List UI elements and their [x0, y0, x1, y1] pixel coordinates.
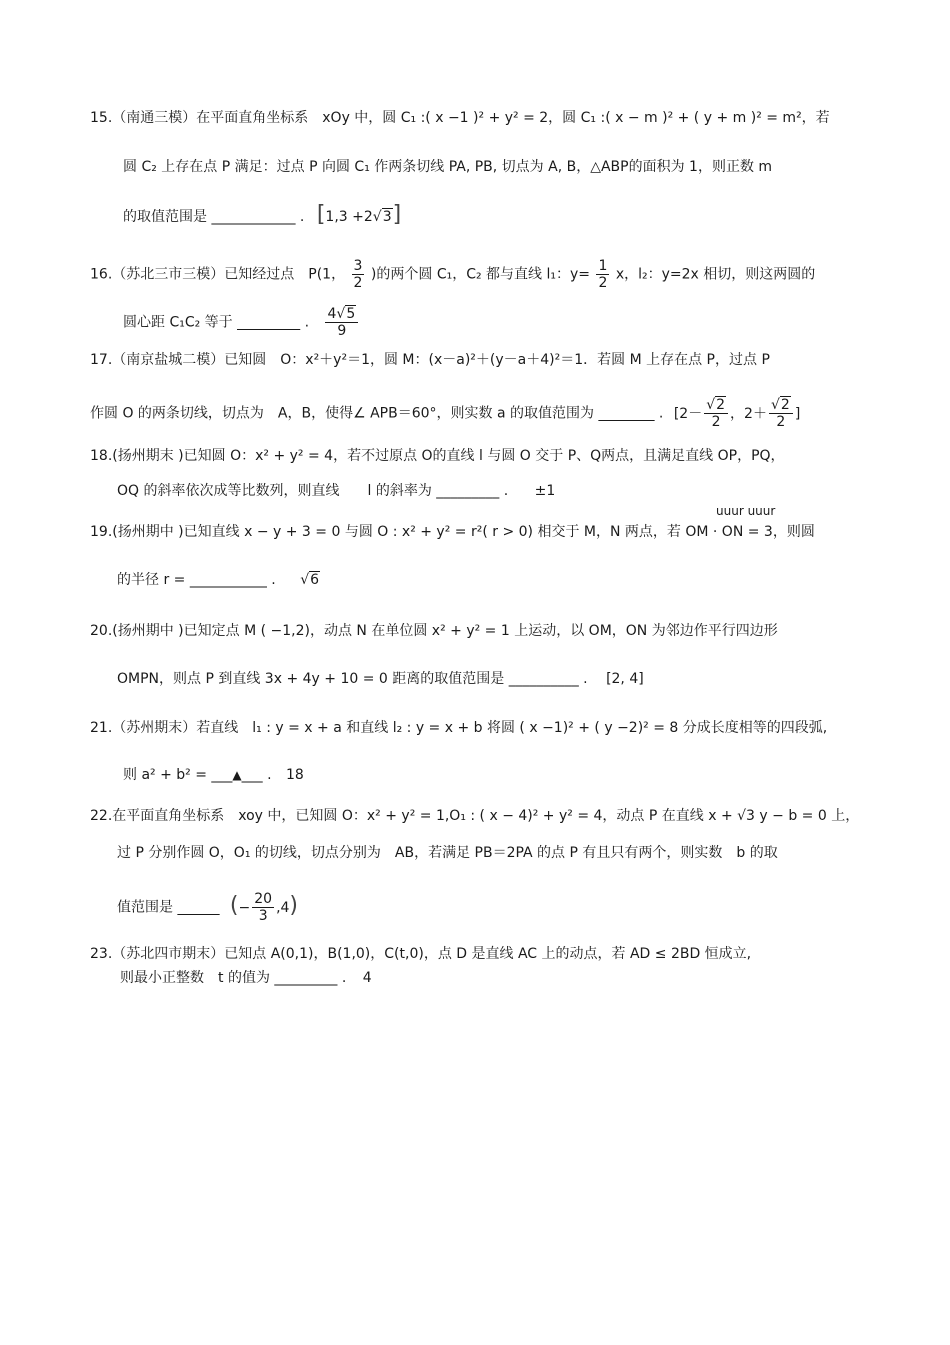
problem-22-answer: (− $\frac{20}{3}$ ,4): [229, 891, 299, 924]
problem-15-line-3: [123, 202, 402, 227]
problem-19-line-2: 的半径 r = ___________ . √6: [117, 572, 320, 588]
triangle-icon: ▲: [232, 768, 242, 782]
problem-15-line-2: 圆 C₂ 上存在点 P 满足：过点 P 向圆 C₁ 作两条切线 PA, PB, 切点为 A, B，△ABP的面积为 1，则正数 m: [123, 159, 773, 175]
problem-22-line-3: 值范围是 ______ (− $\frac{20}{3}$ ,4): [117, 891, 299, 924]
fraction-3-2: $\frac{3}{2}$: [353, 258, 363, 291]
fraction-1-2: $\frac{1}{2}$: [598, 258, 608, 291]
problem-22-line-1: 22.在平面直角坐标系 xoy 中，已知圆 O：x² + y² = 1,O₁ : ( x − 4)² + y² = 4，动点 P 在直线 x + √3 y − b = 0 上，: [90, 808, 860, 824]
problem-18-line-1: 18.(扬州期末 )已知圆 O：x² + y² = 4，若不过原点 O的直线 l 与圆 O 交于 P、Q两点，且满足直线 OP，PQ，: [90, 448, 785, 464]
problem-17-line-1: 17.（南京盐城二模）已知圆 O：x²＋y²＝1，圆 M：(x－a)²＋(y－a＋4)²＝1．若圆 M 上存在点 P，过点 P: [90, 352, 770, 368]
problem-19-vector-arrows: uuur uuur: [716, 504, 776, 518]
problem-23-line-2: 则最小正整数 t 的值为 _________ . 4: [120, 970, 372, 986]
problem-15-answer: [1,3 +2√3]: [316, 202, 402, 227]
problem-20-answer: [2, 4]: [606, 671, 644, 687]
problem-18-line-2: OQ 的斜率依次成等比数列，则直线 l 的斜率为 _________ . ±1: [117, 483, 556, 499]
problem-23-answer: 4: [362, 970, 372, 986]
problem-20-line-1: 20.(扬州期中 )已知定点 M ( −1,2)，动点 N 在单位圆 x² + y² = 1 上运动，以 OM，ON 为邻边作平行四边形: [90, 623, 778, 639]
problem-20-line-2: OMPN，则点 P 到直线 3x + 4y + 10 = 0 距离的取值范围是 __________ . [2, 4]: [117, 671, 644, 687]
problem-19-line-1: 19.(扬州期中 )已知直线 x − y + 3 = 0 与圆 O : x² + y² = r²( r > 0) 相交于 M，N 两点，若 OM · ON = 3，则圆: [90, 524, 815, 540]
problem-23-line-1: 23.（苏北四市期末）已知点 A(0,1)，B(1,0)，C(t,0)，点 D 是直线 AC 上的动点，若 AD ≤ 2BD 恒成立,: [90, 946, 752, 962]
problem-17-answer: [2－ $\frac{√2}{2}$ ，2＋ $\frac{√2}{2}$ ]: [673, 397, 801, 430]
problem-16-line-1: 16.（苏北三市三模）已知经过点 P(1， $\frac{3}{2}$ )的两个圆 C₁，C₂ 都与直线 l₁：y= $\frac{1}{2}$ x，l₂：y=2x 相切，则这两圆的: [90, 258, 816, 291]
problem-16-line-2: 圆心距 C₁C₂ 等于 _________ . $\frac{4√5}{9}$: [123, 306, 360, 339]
problem-22-line-2: 过 P 分别作圆 O，O₁ 的切线，切点分别为 AB，若满足 PB＝2PA 的点 P 有且只有两个，则实数 b 的取: [117, 845, 778, 861]
problem-16-answer: $\frac{4√5}{9}$: [325, 306, 358, 339]
problem-18-answer: ±1: [534, 483, 556, 499]
problem-21-line-2: 则 a² + b² = ___▲___ . 18: [123, 767, 304, 783]
problem-15-line-1: 15.（南通三模）在平面直角坐标系 xOy 中，圆 C₁ :( x −1 )² + y² = 2，圆 C₁ :( x − m )² + ( y + m )² = m²，若: [90, 110, 830, 126]
problem-21-line-1: 21.（苏州期末）若直线 l₁ : y = x + a 和直线 l₂ : y = x + b 将圆 ( x −1)² + ( y −2)² = 8 分成长度相等的四段弧,: [90, 720, 828, 736]
problem-21-answer: 18: [286, 767, 304, 783]
problem-15-text: 的取值范围是 ____________ .: [123, 209, 305, 225]
problem-19-answer: √6: [300, 572, 320, 588]
problem-17-line-2: 作圆 O 的两条切线，切点为 A，B，使得∠ APB＝60°，则实数 a 的取值范围为 ________ . [2－ $\frac{√2}{2}$ ，2＋ $\frac{√2}{2}$ ]: [90, 397, 801, 430]
